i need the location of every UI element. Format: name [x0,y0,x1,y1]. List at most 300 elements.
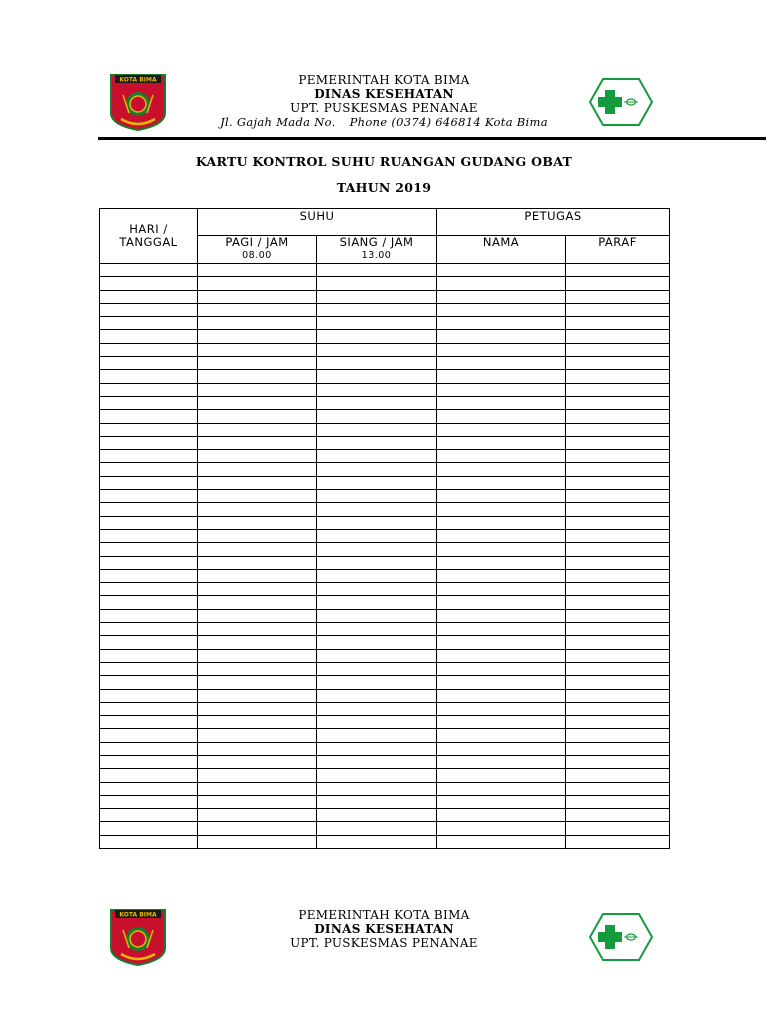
cell-pagi [198,370,317,383]
cell-paraf [566,450,670,463]
cell-nama [437,835,566,848]
cell-hari-tanggal [100,303,198,316]
cell-paraf [566,343,670,356]
header-suhu: SUHU [198,209,437,236]
cell-nama [437,569,566,582]
cell-paraf [566,330,670,343]
table-row [100,569,670,582]
cell-hari-tanggal [100,383,198,396]
cell-pagi [198,583,317,596]
cell-nama [437,503,566,516]
cell-pagi [198,716,317,729]
cell-siang [317,583,437,596]
table-row [100,463,670,476]
cell-nama [437,357,566,370]
header-paraf: PARAF [566,236,670,264]
cell-nama [437,769,566,782]
cell-nama [437,383,566,396]
cell-hari-tanggal [100,490,198,503]
cell-siang [317,729,437,742]
kesehatan-logo-footer-icon [589,913,653,961]
cell-nama [437,463,566,476]
cell-hari-tanggal [100,503,198,516]
cell-nama [437,396,566,409]
cell-hari-tanggal [100,543,198,556]
cell-nama [437,583,566,596]
kota-bima-logo-footer [109,908,167,966]
cell-paraf [566,623,670,636]
table-row [100,676,670,689]
cell-paraf [566,676,670,689]
header-siang [317,236,437,264]
cell-pagi [198,423,317,436]
cell-pagi [198,330,317,343]
cell-nama [437,343,566,356]
cell-siang [317,769,437,782]
cell-pagi [198,556,317,569]
header-siang-label: SIANG / JAM [339,235,414,249]
cell-siang [317,436,437,449]
table-row [100,596,670,609]
cell-nama [437,330,566,343]
cell-paraf [566,716,670,729]
cell-paraf [566,556,670,569]
cell-hari-tanggal [100,370,198,383]
cell-pagi [198,303,317,316]
cell-nama [437,676,566,689]
cell-paraf [566,795,670,808]
cell-paraf [566,423,670,436]
table-row [100,755,670,768]
cell-siang [317,662,437,675]
cell-siang [317,516,437,529]
cell-pagi [198,676,317,689]
footer-gov-name: PEMERINTAH KOTA BIMA [298,908,470,922]
cell-pagi [198,543,317,556]
cell-hari-tanggal [100,689,198,702]
table-row [100,636,670,649]
cell-siang [317,503,437,516]
table-row [100,317,670,330]
cell-nama [437,436,566,449]
cell-paraf [566,383,670,396]
cell-paraf [566,303,670,316]
kesehatan-logo-icon [589,78,653,126]
cell-siang [317,623,437,636]
cell-pagi [198,503,317,516]
cell-siang [317,596,437,609]
cell-paraf [566,835,670,848]
cell-nama [437,529,566,542]
cell-pagi [198,516,317,529]
cell-siang [317,303,437,316]
cell-nama [437,450,566,463]
log-body [100,264,670,849]
cell-hari-tanggal [100,357,198,370]
cell-paraf [566,742,670,755]
cell-pagi [198,529,317,542]
cell-nama [437,716,566,729]
cell-hari-tanggal [100,769,198,782]
cell-nama [437,662,566,675]
cell-paraf [566,609,670,622]
cell-siang [317,383,437,396]
table-row [100,516,670,529]
table-row [100,649,670,662]
table-row [100,809,670,822]
table-row [100,490,670,503]
cell-siang [317,822,437,835]
cell-hari-tanggal [100,516,198,529]
cell-siang [317,330,437,343]
cell-nama [437,782,566,795]
cell-hari-tanggal [100,702,198,715]
cell-siang [317,476,437,489]
cell-paraf [566,396,670,409]
cell-siang [317,423,437,436]
cell-hari-tanggal [100,662,198,675]
kota-bima-logo [109,73,167,131]
cell-hari-tanggal [100,410,198,423]
cell-pagi [198,343,317,356]
cell-pagi [198,649,317,662]
cell-paraf [566,476,670,489]
table-row [100,383,670,396]
cell-pagi [198,436,317,449]
cell-pagi [198,410,317,423]
cell-siang [317,490,437,503]
table-row [100,290,670,303]
cell-hari-tanggal [100,450,198,463]
cell-hari-tanggal [100,676,198,689]
cell-paraf [566,264,670,277]
cell-pagi [198,569,317,582]
cell-siang [317,264,437,277]
cell-siang [317,782,437,795]
cell-paraf [566,782,670,795]
cell-paraf [566,809,670,822]
header-siang-time: 13.00 [361,250,392,261]
cell-paraf [566,769,670,782]
cell-hari-tanggal [100,290,198,303]
footer-text [200,908,568,950]
cell-paraf [566,569,670,582]
cell-hari-tanggal [100,277,198,290]
table-row [100,357,670,370]
cell-pagi [198,396,317,409]
cell-siang [317,755,437,768]
cell-nama [437,410,566,423]
table-row [100,503,670,516]
header-pagi-time: 08.00 [242,250,272,261]
cell-paraf [566,290,670,303]
cell-hari-tanggal [100,623,198,636]
table-row [100,423,670,436]
cell-paraf [566,503,670,516]
cell-nama [437,596,566,609]
table-row [100,343,670,356]
cell-paraf [566,463,670,476]
table-row [100,835,670,848]
cell-pagi [198,835,317,848]
table-row [100,264,670,277]
table-row [100,609,670,622]
cell-siang [317,410,437,423]
header-pagi-label: PAGI / JAM [225,235,289,249]
cell-hari-tanggal [100,809,198,822]
cell-hari-tanggal [100,436,198,449]
document-title: KARTU KONTROL SUHU RUANGAN GUDANG OBAT [195,154,573,169]
cell-paraf [566,689,670,702]
cell-paraf [566,370,670,383]
cell-hari-tanggal [100,556,198,569]
logo-text: KOTA BIMA [119,76,157,84]
cell-hari-tanggal [100,716,198,729]
cell-pagi [198,317,317,330]
cell-nama [437,822,566,835]
cell-hari-tanggal [100,835,198,848]
cell-pagi [198,476,317,489]
cell-hari-tanggal [100,317,198,330]
cell-nama [437,476,566,489]
header-hari-tanggal [100,209,198,264]
table-row [100,476,670,489]
cell-paraf [566,702,670,715]
cell-siang [317,702,437,715]
gov-name: PEMERINTAH KOTA BIMA [298,73,470,87]
cell-nama [437,290,566,303]
cell-nama [437,809,566,822]
footer-logo-text: KOTA BIMA [119,911,157,919]
temperature-log-table [99,208,670,849]
cell-siang [317,742,437,755]
table-row [100,623,670,636]
table-row [100,330,670,343]
table-row [100,822,670,835]
table-row [100,410,670,423]
cell-paraf [566,729,670,742]
cell-paraf [566,516,670,529]
cell-paraf [566,410,670,423]
cell-siang [317,636,437,649]
address-line [200,115,568,129]
cell-siang [317,556,437,569]
header-pagi [198,236,317,264]
cell-nama [437,636,566,649]
cell-pagi [198,357,317,370]
table-row [100,729,670,742]
cell-paraf [566,636,670,649]
cell-hari-tanggal [100,755,198,768]
cell-pagi [198,742,317,755]
dept-name: DINAS KESEHATAN [314,87,454,101]
cell-pagi [198,609,317,622]
cell-hari-tanggal [100,330,198,343]
table-row [100,769,670,782]
cell-paraf [566,596,670,609]
cell-pagi [198,822,317,835]
footer-dept-name: DINAS KESEHATAN [314,922,454,936]
cell-hari-tanggal [100,649,198,662]
cell-hari-tanggal [100,569,198,582]
cell-nama [437,755,566,768]
cell-pagi [198,689,317,702]
cell-nama [437,702,566,715]
cell-nama [437,689,566,702]
cell-siang [317,450,437,463]
header-rule [98,137,766,140]
cell-pagi [198,636,317,649]
cell-paraf [566,662,670,675]
header-nama: NAMA [437,236,566,264]
cell-nama [437,649,566,662]
cell-hari-tanggal [100,343,198,356]
cell-pagi [198,769,317,782]
cell-hari-tanggal [100,636,198,649]
contact: Phone (0374) 646814 Kota Bima [349,115,548,129]
table-row [100,795,670,808]
cell-nama [437,623,566,636]
cell-siang [317,396,437,409]
table-row [100,702,670,715]
cell-nama [437,264,566,277]
cell-hari-tanggal [100,822,198,835]
letterhead [0,70,768,140]
cell-nama [437,277,566,290]
unit-name: UPT. PUSKESMAS PENANAE [290,101,478,115]
cell-siang [317,343,437,356]
cell-siang [317,543,437,556]
cell-hari-tanggal [100,795,198,808]
cell-pagi [198,702,317,715]
cell-siang [317,689,437,702]
table-row [100,742,670,755]
cell-nama [437,556,566,569]
table-row [100,450,670,463]
cell-siang [317,317,437,330]
cell-paraf [566,529,670,542]
table-row [100,716,670,729]
cell-pagi [198,729,317,742]
cell-pagi [198,290,317,303]
cell-siang [317,809,437,822]
cell-pagi [198,463,317,476]
cell-nama [437,317,566,330]
cell-nama [437,795,566,808]
cell-siang [317,370,437,383]
cell-paraf [566,277,670,290]
cell-siang [317,529,437,542]
cell-nama [437,370,566,383]
cell-siang [317,357,437,370]
cell-paraf [566,822,670,835]
cell-pagi [198,795,317,808]
cell-pagi [198,809,317,822]
cell-nama [437,423,566,436]
cell-paraf [566,543,670,556]
header-tanggal: TANGGAL [119,235,178,249]
cell-hari-tanggal [100,583,198,596]
header-petugas: PETUGAS [437,209,670,236]
cell-nama [437,742,566,755]
cell-hari-tanggal [100,729,198,742]
cell-siang [317,649,437,662]
cell-siang [317,835,437,848]
footer-unit-name: UPT. PUSKESMAS PENANAE [290,936,478,950]
cell-hari-tanggal [100,596,198,609]
table-row [100,689,670,702]
cell-hari-tanggal [100,529,198,542]
cell-paraf [566,649,670,662]
cell-pagi [198,623,317,636]
table-row [100,662,670,675]
cell-pagi [198,264,317,277]
cell-paraf [566,583,670,596]
cell-siang [317,795,437,808]
address: Jl. Gajah Mada No. [220,115,336,129]
table-row [100,583,670,596]
cell-hari-tanggal [100,396,198,409]
cell-siang [317,463,437,476]
cell-nama [437,729,566,742]
cell-hari-tanggal [100,423,198,436]
letterhead-text [200,73,568,129]
cell-hari-tanggal [100,742,198,755]
cell-nama [437,516,566,529]
document-year: TAHUN 2019 [336,180,432,195]
table-row [100,277,670,290]
footer-letterhead [0,905,768,965]
table-row [100,543,670,556]
cell-pagi [198,450,317,463]
cell-hari-tanggal [100,609,198,622]
cell-nama [437,303,566,316]
cell-siang [317,676,437,689]
cell-pagi [198,662,317,675]
cell-hari-tanggal [100,476,198,489]
table-row [100,782,670,795]
table-row [100,556,670,569]
cell-siang [317,609,437,622]
table-row [100,396,670,409]
cell-nama [437,543,566,556]
cell-siang [317,290,437,303]
cell-pagi [198,277,317,290]
cell-pagi [198,490,317,503]
table-row [100,529,670,542]
table-row [100,436,670,449]
cell-nama [437,609,566,622]
cell-pagi [198,782,317,795]
cell-siang [317,569,437,582]
cell-paraf [566,317,670,330]
cell-siang [317,716,437,729]
cell-paraf [566,436,670,449]
cell-paraf [566,755,670,768]
cell-nama [437,490,566,503]
cell-paraf [566,357,670,370]
cell-pagi [198,383,317,396]
table-row [100,303,670,316]
cell-pagi [198,755,317,768]
cell-hari-tanggal [100,463,198,476]
cell-paraf [566,490,670,503]
cell-hari-tanggal [100,264,198,277]
cell-pagi [198,596,317,609]
header-hari: HARI / [129,222,168,236]
cell-siang [317,277,437,290]
cell-hari-tanggal [100,782,198,795]
